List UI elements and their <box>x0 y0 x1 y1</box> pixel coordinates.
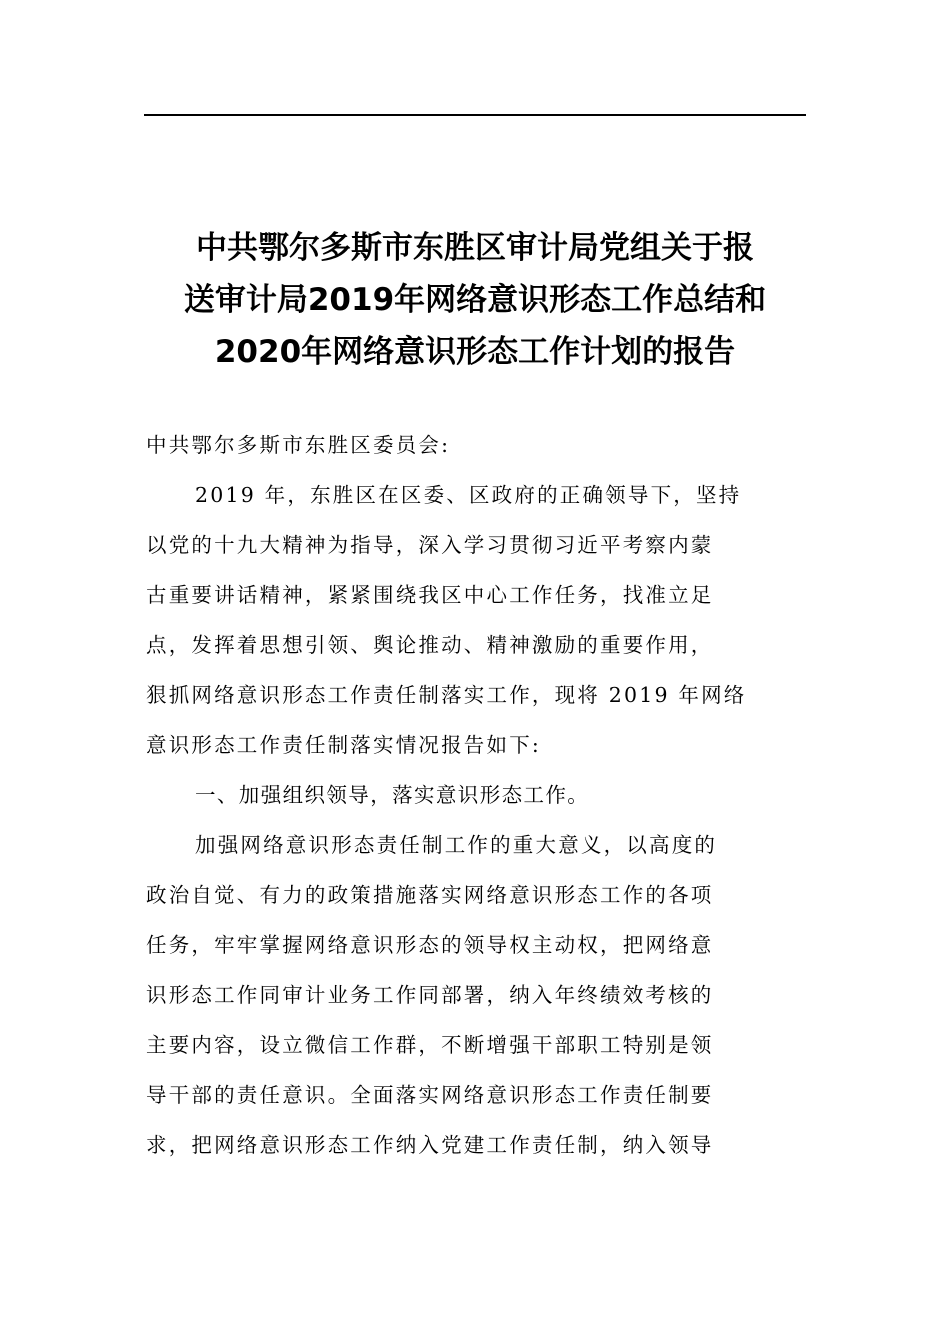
paragraph-line: 2019 年，东胜区在区委、区政府的正确领导下，坚持 <box>195 483 742 507</box>
salutation <box>146 420 806 470</box>
paragraph-line: 求，把网络意识形态工作纳入党建工作责任制，纳入领导 <box>146 1133 714 1157</box>
paragraph-line: 任务，牢牢掌握网络意识形态的领导权主动权，把网络意 <box>146 933 714 957</box>
paragraph-line: 政治自觉、有力的政策措施落实网络意识形态工作的各项 <box>146 883 714 907</box>
document-body <box>146 420 806 1170</box>
title-line: 送审计局2019年网络意识形态工作总结和 <box>183 282 767 318</box>
section-heading-text: 一、加强组织领导，落实意识形态工作。 <box>195 783 590 807</box>
paragraph-line: 导干部的责任意识。全面落实网络意识形态工作责任制要 <box>146 1083 714 1107</box>
paragraph-line: 加强网络意识形态责任制工作的重大意义，以高度的 <box>195 833 718 857</box>
header-rule <box>144 114 806 116</box>
section-paragraph <box>146 820 806 1170</box>
salutation-text: 中共鄂尔多斯市东胜区委员会: <box>146 433 451 457</box>
paragraph-line: 意识形态工作责任制落实情况报告如下: <box>146 733 542 757</box>
document-title <box>130 222 820 378</box>
paragraph-line: 狠抓网络意识形态工作责任制落实工作，现将 2019 年网络 <box>146 683 747 707</box>
title-line: 中共鄂尔多斯市东胜区审计局党组关于报 <box>196 230 754 266</box>
paragraph-line: 以党的十九大精神为指导，深入学习贯彻习近平考察内蒙 <box>146 533 714 557</box>
title-line: 2020年网络意识形态工作计划的报告 <box>214 334 736 370</box>
paragraph-line: 古重要讲话精神，紧紧围绕我区中心工作任务，找准立足 <box>146 583 714 607</box>
paragraph-line: 主要内容，设立微信工作群，不断增强干部职工特别是领 <box>146 1033 714 1057</box>
paragraph-line: 点，发挥着思想引领、舆论推动、精神激励的重要作用， <box>146 633 714 657</box>
paragraph-line: 识形态工作同审计业务工作同部署，纳入年终绩效考核的 <box>146 983 714 1007</box>
section-heading <box>146 770 806 820</box>
intro-paragraph <box>146 470 806 770</box>
